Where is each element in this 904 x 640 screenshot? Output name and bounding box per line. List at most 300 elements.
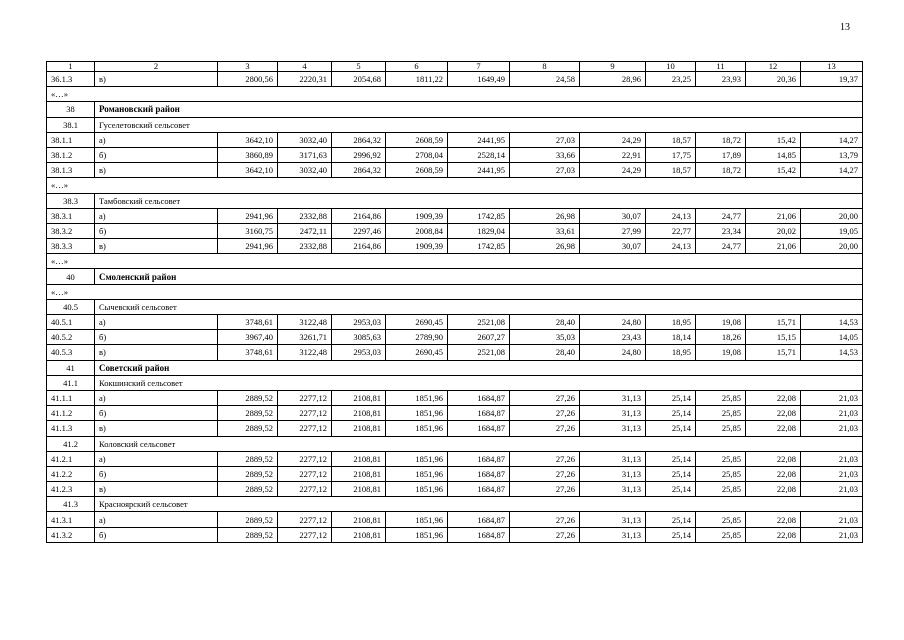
value-cell: 25,14	[646, 406, 696, 421]
value-cell: 1851,96	[386, 482, 448, 497]
value-cell: 25,14	[646, 451, 696, 466]
table-row	[47, 330, 863, 345]
council-code: 40.5	[47, 299, 95, 314]
value-cell: 15,42	[746, 163, 801, 178]
value-cell: 20,36	[746, 72, 801, 87]
value-cell: 1909,39	[386, 208, 448, 223]
council-code: 41.3	[47, 497, 95, 512]
value-cell: 19,08	[696, 345, 746, 360]
council-row	[47, 436, 863, 451]
table-row	[47, 406, 863, 421]
value-cell: 14,27	[801, 132, 863, 147]
value-cell: 2864,32	[332, 163, 386, 178]
value-cell: 2521,08	[448, 315, 510, 330]
row-label: а)	[95, 315, 218, 330]
value-cell: 2941,96	[218, 208, 278, 223]
value-cell: 31,13	[580, 421, 646, 436]
value-cell: 28,40	[510, 345, 580, 360]
value-cell: 1851,96	[386, 466, 448, 481]
column-header: 7	[448, 62, 510, 72]
value-cell: 3748,61	[218, 345, 278, 360]
value-cell: 24,77	[696, 239, 746, 254]
value-cell: 2889,52	[218, 512, 278, 527]
value-cell: 2108,81	[332, 512, 386, 527]
value-cell: 2277,12	[278, 451, 332, 466]
value-cell: 2800,56	[218, 72, 278, 87]
column-header: 6	[386, 62, 448, 72]
district-code: 38	[47, 102, 95, 117]
value-cell: 24,29	[580, 163, 646, 178]
value-cell: 21,03	[801, 466, 863, 481]
value-cell: 21,03	[801, 482, 863, 497]
row-label: в)	[95, 239, 218, 254]
value-cell: 23,93	[696, 72, 746, 87]
value-cell: 2297,46	[332, 223, 386, 238]
value-cell: 21,06	[746, 208, 801, 223]
council-row	[47, 497, 863, 512]
ellipsis-row	[47, 284, 863, 299]
value-cell: 2521,08	[448, 345, 510, 360]
council-name: Гуселетовский сельсовет	[95, 117, 863, 132]
table-row	[47, 223, 863, 238]
value-cell: 3032,40	[278, 132, 332, 147]
value-cell: 14,53	[801, 315, 863, 330]
district-row	[47, 360, 863, 375]
value-cell: 2277,12	[278, 406, 332, 421]
row-label: б)	[95, 223, 218, 238]
value-cell: 24,13	[646, 239, 696, 254]
row-label: а)	[95, 390, 218, 405]
column-header: 10	[646, 62, 696, 72]
value-cell: 2889,52	[218, 406, 278, 421]
value-cell: 2441,95	[448, 132, 510, 147]
row-code: 38.3.3	[47, 239, 95, 254]
value-cell: 33,66	[510, 147, 580, 162]
value-cell: 2108,81	[332, 406, 386, 421]
value-cell: 2108,81	[332, 482, 386, 497]
value-cell: 18,95	[646, 345, 696, 360]
council-row	[47, 193, 863, 208]
table-row	[47, 390, 863, 405]
value-cell: 1742,85	[448, 239, 510, 254]
value-cell: 31,13	[580, 527, 646, 542]
value-cell: 15,15	[746, 330, 801, 345]
value-cell: 2996,92	[332, 147, 386, 162]
council-name: Коловский сельсовет	[95, 436, 863, 451]
value-cell: 31,13	[580, 466, 646, 481]
value-cell: 22,08	[746, 527, 801, 542]
table-row	[47, 239, 863, 254]
value-cell: 26,98	[510, 208, 580, 223]
value-cell: 28,40	[510, 315, 580, 330]
row-code: 41.2.1	[47, 451, 95, 466]
value-cell: 22,08	[746, 451, 801, 466]
value-cell: 27,26	[510, 466, 580, 481]
value-cell: 15,71	[746, 315, 801, 330]
value-cell: 22,08	[746, 466, 801, 481]
value-cell: 2277,12	[278, 466, 332, 481]
value-cell: 22,08	[746, 406, 801, 421]
council-name: Красноярский сельсовет	[95, 497, 863, 512]
value-cell: 24,77	[696, 208, 746, 223]
tariff-table	[46, 61, 863, 543]
value-cell: 20,00	[801, 239, 863, 254]
value-cell: 27,03	[510, 132, 580, 147]
value-cell: 1851,96	[386, 390, 448, 405]
value-cell: 23,25	[646, 72, 696, 87]
value-cell: 18,95	[646, 315, 696, 330]
value-cell: 2164,86	[332, 208, 386, 223]
value-cell: 1684,87	[448, 482, 510, 497]
ellipsis-row	[47, 254, 863, 269]
column-header: 11	[696, 62, 746, 72]
value-cell: 1742,85	[448, 208, 510, 223]
column-header: 12	[746, 62, 801, 72]
value-cell: 1851,96	[386, 406, 448, 421]
value-cell: 27,26	[510, 527, 580, 542]
value-cell: 2277,12	[278, 390, 332, 405]
row-code: 36.1.3	[47, 72, 95, 87]
district-row	[47, 102, 863, 117]
district-name: Смоленский район	[95, 269, 863, 284]
value-cell: 3032,40	[278, 163, 332, 178]
ellipsis-text: «…»	[47, 284, 863, 299]
value-cell: 22,08	[746, 482, 801, 497]
ellipsis-text: «…»	[47, 178, 863, 193]
value-cell: 25,85	[696, 421, 746, 436]
value-cell: 2608,59	[386, 132, 448, 147]
council-row	[47, 117, 863, 132]
value-cell: 28,96	[580, 72, 646, 87]
value-cell: 21,03	[801, 527, 863, 542]
value-cell: 2889,52	[218, 421, 278, 436]
value-cell: 1684,87	[448, 512, 510, 527]
council-name: Кокшинский сельсовет	[95, 375, 863, 390]
value-cell: 14,27	[801, 163, 863, 178]
row-code: 38.1.2	[47, 147, 95, 162]
table-row	[47, 315, 863, 330]
value-cell: 24,80	[580, 315, 646, 330]
value-cell: 33,61	[510, 223, 580, 238]
value-cell: 17,75	[646, 147, 696, 162]
value-cell: 2220,31	[278, 72, 332, 87]
value-cell: 25,85	[696, 527, 746, 542]
value-cell: 18,57	[646, 163, 696, 178]
row-label: а)	[95, 512, 218, 527]
value-cell: 27,26	[510, 421, 580, 436]
value-cell: 25,14	[646, 482, 696, 497]
value-cell: 31,13	[580, 512, 646, 527]
value-cell: 31,13	[580, 451, 646, 466]
value-cell: 2008,84	[386, 223, 448, 238]
district-code: 41	[47, 360, 95, 375]
row-label: а)	[95, 132, 218, 147]
value-cell: 2332,88	[278, 239, 332, 254]
council-code: 38.1	[47, 117, 95, 132]
row-label: б)	[95, 527, 218, 542]
value-cell: 27,03	[510, 163, 580, 178]
value-cell: 2108,81	[332, 466, 386, 481]
value-cell: 24,13	[646, 208, 696, 223]
row-label: б)	[95, 330, 218, 345]
value-cell: 27,26	[510, 482, 580, 497]
table-row	[47, 482, 863, 497]
value-cell: 1684,87	[448, 451, 510, 466]
value-cell: 2332,88	[278, 208, 332, 223]
value-cell: 1851,96	[386, 451, 448, 466]
value-cell: 23,43	[580, 330, 646, 345]
value-cell: 21,03	[801, 421, 863, 436]
value-cell: 27,26	[510, 451, 580, 466]
value-cell: 2889,52	[218, 482, 278, 497]
value-cell: 31,13	[580, 406, 646, 421]
value-cell: 3122,48	[278, 315, 332, 330]
council-code: 41.2	[47, 436, 95, 451]
value-cell: 1684,87	[448, 466, 510, 481]
value-cell: 2690,45	[386, 315, 448, 330]
value-cell: 27,26	[510, 406, 580, 421]
district-code: 40	[47, 269, 95, 284]
column-header: 1	[47, 62, 95, 72]
value-cell: 27,26	[510, 390, 580, 405]
value-cell: 1909,39	[386, 239, 448, 254]
value-cell: 1684,87	[448, 421, 510, 436]
value-cell: 18,57	[646, 132, 696, 147]
value-cell: 24,29	[580, 132, 646, 147]
table-row	[47, 512, 863, 527]
row-label: в)	[95, 421, 218, 436]
table-row	[47, 421, 863, 436]
value-cell: 2607,27	[448, 330, 510, 345]
value-cell: 25,85	[696, 390, 746, 405]
value-cell: 2953,03	[332, 315, 386, 330]
value-cell: 1851,96	[386, 527, 448, 542]
row-code: 40.5.1	[47, 315, 95, 330]
page-number: 13	[840, 22, 850, 33]
value-cell: 3171,63	[278, 147, 332, 162]
council-row	[47, 375, 863, 390]
table-row	[47, 72, 863, 87]
row-code: 41.1.1	[47, 390, 95, 405]
value-cell: 31,13	[580, 482, 646, 497]
value-cell: 3642,10	[218, 132, 278, 147]
column-header: 5	[332, 62, 386, 72]
value-cell: 1684,87	[448, 527, 510, 542]
ellipsis-row	[47, 178, 863, 193]
row-label: а)	[95, 208, 218, 223]
value-cell: 2789,90	[386, 330, 448, 345]
table-row	[47, 527, 863, 542]
column-header: 8	[510, 62, 580, 72]
row-label: в)	[95, 163, 218, 178]
council-code: 38.3	[47, 193, 95, 208]
value-cell: 2277,12	[278, 482, 332, 497]
table-row	[47, 466, 863, 481]
ellipsis-row	[47, 87, 863, 102]
value-cell: 1684,87	[448, 390, 510, 405]
row-label: в)	[95, 482, 218, 497]
value-cell: 18,14	[646, 330, 696, 345]
value-cell: 31,13	[580, 390, 646, 405]
district-row	[47, 269, 863, 284]
value-cell: 2864,32	[332, 132, 386, 147]
value-cell: 21,03	[801, 406, 863, 421]
row-label: а)	[95, 451, 218, 466]
ellipsis-text: «…»	[47, 87, 863, 102]
column-header: 9	[580, 62, 646, 72]
value-cell: 2608,59	[386, 163, 448, 178]
value-cell: 24,58	[510, 72, 580, 87]
value-cell: 20,00	[801, 208, 863, 223]
row-code: 41.1.3	[47, 421, 95, 436]
column-header: 13	[801, 62, 863, 72]
value-cell: 27,99	[580, 223, 646, 238]
value-cell: 2889,52	[218, 466, 278, 481]
value-cell: 21,06	[746, 239, 801, 254]
value-cell: 2441,95	[448, 163, 510, 178]
council-code: 41.1	[47, 375, 95, 390]
value-cell: 25,85	[696, 451, 746, 466]
value-cell: 25,85	[696, 466, 746, 481]
row-label: в)	[95, 345, 218, 360]
value-cell: 19,05	[801, 223, 863, 238]
row-code: 41.2.2	[47, 466, 95, 481]
table-row	[47, 132, 863, 147]
row-code: 38.3.2	[47, 223, 95, 238]
value-cell: 2164,86	[332, 239, 386, 254]
value-cell: 3748,61	[218, 315, 278, 330]
value-cell: 15,42	[746, 132, 801, 147]
row-code: 38.3.1	[47, 208, 95, 223]
value-cell: 2889,52	[218, 451, 278, 466]
row-label: в)	[95, 72, 218, 87]
value-cell: 22,77	[646, 223, 696, 238]
value-cell: 25,85	[696, 406, 746, 421]
value-cell: 21,03	[801, 451, 863, 466]
value-cell: 25,85	[696, 482, 746, 497]
value-cell: 2528,14	[448, 147, 510, 162]
value-cell: 17,89	[696, 147, 746, 162]
column-header: 3	[218, 62, 278, 72]
value-cell: 15,71	[746, 345, 801, 360]
row-code: 41.2.3	[47, 482, 95, 497]
value-cell: 18,26	[696, 330, 746, 345]
value-cell: 25,14	[646, 512, 696, 527]
value-cell: 3261,71	[278, 330, 332, 345]
table-row	[47, 208, 863, 223]
row-code: 38.1.3	[47, 163, 95, 178]
value-cell: 14,53	[801, 345, 863, 360]
value-cell: 18,72	[696, 163, 746, 178]
value-cell: 2708,04	[386, 147, 448, 162]
value-cell: 24,80	[580, 345, 646, 360]
value-cell: 3642,10	[218, 163, 278, 178]
value-cell: 2108,81	[332, 451, 386, 466]
value-cell: 2277,12	[278, 527, 332, 542]
council-name: Тамбовский сельсовет	[95, 193, 863, 208]
value-cell: 26,98	[510, 239, 580, 254]
value-cell: 21,03	[801, 390, 863, 405]
value-cell: 23,34	[696, 223, 746, 238]
value-cell: 13,79	[801, 147, 863, 162]
council-name: Сычевский сельсовет	[95, 299, 863, 314]
value-cell: 2472,11	[278, 223, 332, 238]
value-cell: 14,85	[746, 147, 801, 162]
column-header: 2	[95, 62, 218, 72]
value-cell: 18,72	[696, 132, 746, 147]
value-cell: 19,37	[801, 72, 863, 87]
council-row	[47, 299, 863, 314]
row-code: 40.5.3	[47, 345, 95, 360]
district-name: Романовский район	[95, 102, 863, 117]
row-code: 40.5.2	[47, 330, 95, 345]
value-cell: 2108,81	[332, 527, 386, 542]
row-code: 41.1.2	[47, 406, 95, 421]
value-cell: 25,14	[646, 390, 696, 405]
value-cell: 3967,40	[218, 330, 278, 345]
value-cell: 25,14	[646, 466, 696, 481]
value-cell: 2889,52	[218, 390, 278, 405]
value-cell: 2108,81	[332, 390, 386, 405]
value-cell: 30,07	[580, 239, 646, 254]
table-row	[47, 147, 863, 162]
value-cell: 25,14	[646, 527, 696, 542]
value-cell: 25,85	[696, 512, 746, 527]
value-cell: 25,14	[646, 421, 696, 436]
value-cell: 2108,81	[332, 421, 386, 436]
value-cell: 14,05	[801, 330, 863, 345]
value-cell: 1851,96	[386, 512, 448, 527]
row-label: б)	[95, 406, 218, 421]
table-row	[47, 345, 863, 360]
value-cell: 2277,12	[278, 512, 332, 527]
value-cell: 22,91	[580, 147, 646, 162]
value-cell: 22,08	[746, 421, 801, 436]
row-label: б)	[95, 466, 218, 481]
value-cell: 19,08	[696, 315, 746, 330]
header-row	[47, 62, 863, 72]
value-cell: 22,08	[746, 512, 801, 527]
table-row	[47, 451, 863, 466]
ellipsis-text: «…»	[47, 254, 863, 269]
row-code: 38.1.1	[47, 132, 95, 147]
row-code: 41.3.2	[47, 527, 95, 542]
row-code: 41.3.1	[47, 512, 95, 527]
row-label: б)	[95, 147, 218, 162]
value-cell: 1829,04	[448, 223, 510, 238]
value-cell: 35,03	[510, 330, 580, 345]
value-cell: 27,26	[510, 512, 580, 527]
district-name: Советский район	[95, 360, 863, 375]
value-cell: 2054,68	[332, 72, 386, 87]
value-cell: 2277,12	[278, 421, 332, 436]
table-row	[47, 163, 863, 178]
value-cell: 3160,75	[218, 223, 278, 238]
value-cell: 1851,96	[386, 421, 448, 436]
value-cell: 21,03	[801, 512, 863, 527]
column-header: 4	[278, 62, 332, 72]
value-cell: 2941,96	[218, 239, 278, 254]
table-body	[47, 62, 863, 543]
value-cell: 3122,48	[278, 345, 332, 360]
value-cell: 1684,87	[448, 406, 510, 421]
value-cell: 1811,22	[386, 72, 448, 87]
value-cell: 3860,89	[218, 147, 278, 162]
value-cell: 30,07	[580, 208, 646, 223]
value-cell: 2889,52	[218, 527, 278, 542]
value-cell: 20,02	[746, 223, 801, 238]
value-cell: 2953,03	[332, 345, 386, 360]
